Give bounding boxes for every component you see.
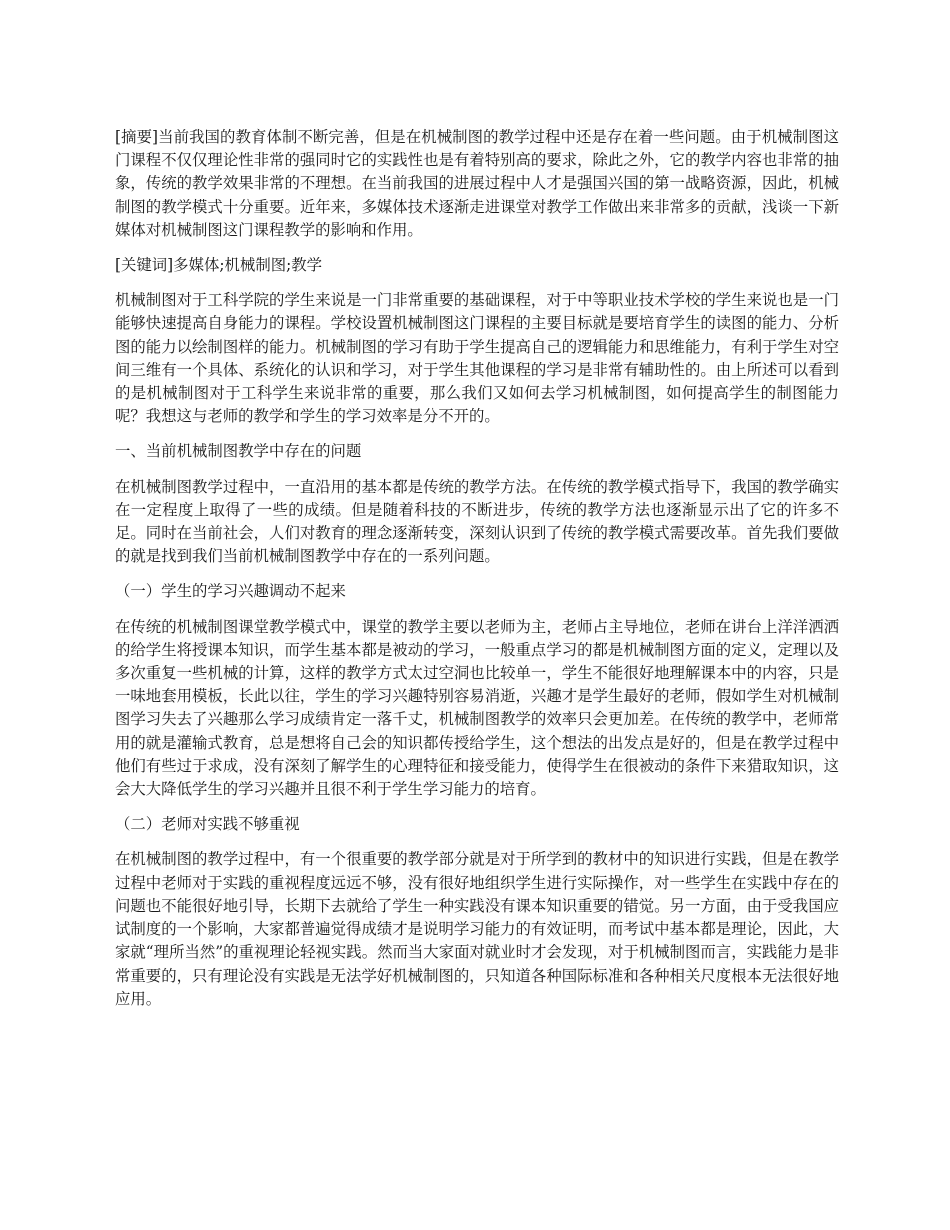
subsection-1-heading: （一）学生的学习兴趣调动不起来 bbox=[115, 582, 346, 601]
keywords-paragraph: [关键词]多媒体;机械制图;教学 bbox=[115, 256, 323, 275]
section-1-heading: 一、当前机械制图教学中存在的问题 bbox=[115, 442, 362, 461]
section-1-paragraph: 在机械制图教学过程中，一直沿用的基本都是传统的教学方法。在传统的教学模式指导下，我国的教学确实在一定程度上取得了一些的成绩。但是随着科技的不断进步，传统的教学方法也逐渐显示出了它的许多不足。同时在当前社会，人们对教育的理念逐渐转变，深刻认识到了传统的教学模式需要改革。首先我们要做的就是找到我们当前机械制图教学中存在的一系列问题。 bbox=[115, 477, 839, 566]
document-body bbox=[115, 126, 839, 1023]
intro-paragraph: 机械制图对于工科学院的学生来说是一门非常重要的基础课程，对于中等职业技术学校的学生来说也是一门能够快速提高自身能力的课程。学校设置机械制图这门课程的主要目标就是要培育学生的读图的能力、分析图的能力以绘制图样的能力。机械制图的学习有助于学生提高自己的逻辑能力和思维能力，有利于学生对空间三维有一个具体、系统化的认识和学习，对于学生其他课程的学习是非常有辅助性的。由上所述可以看到的是机械制图对于工科学生来说非常的重要，那么我们又如何去学习机械制图，如何提高学生的制图能力呢？我想这与老师的教学和学生的学习效率是分不开的。 bbox=[115, 291, 839, 426]
subsection-2-paragraph: 在机械制图的教学过程中，有一个很重要的教学部分就是对于所学到的教材中的知识进行实践，但是在教学过程中老师对于实践的重视程度远远不够，没有很好地组织学生进行实际操作，对一些学生在实践中存在的问题也不能很好地引导，长期下去就给了学生一种实践没有课本知识重要的错觉。另一方面，由于受我国应试制度的一个影响，大家都普遍觉得成绩才是说明学习能力的有效证明，而考试中基本都是理论，因此，大家就“理所当然”的重视理论轻视实践。然而当大家面对就业时才会发现，对于机械制图而言，实践能力是非常重要的，只有理论没有实践是无法学好机械制图的，只知道各种国际标准和各种相关尺度根本无法很好地应用。 bbox=[115, 850, 839, 1008]
subsection-1-paragraph: 在传统的机械制图课堂教学模式中，课堂的教学主要以老师为主，老师占主导地位，老师在讲台上洋洋洒洒的给学生将授课本知识，而学生基本都是被动的学习，一般重点学习的都是机械制图方面的定义，定理以及多次重复一些机械的计算，这样的教学方式太过空洞也比较单一，学生不能很好地理解课本中的内容，只是一味地套用模板，长此以往，学生的学习兴趣特别容易消逝，兴趣才是学生最好的老师，假如学生对机械制图学习失去了兴趣那么学习成绩肯定一落千丈，机械制图教学的效率只会更加差。在传统的教学中，老师常用的就是灌输式教育，总是想将自己会的知识都传授给学生，这个想法的出发点是好的，但是在教学过程中他们有些过于求成，没有深刻了解学生的心理特征和接受能力，使得学生在很被动的条件下来猎取知识，这会大大降低学生的学习兴趣并且很不利于学生学习能力的培育。 bbox=[115, 617, 839, 799]
abstract-paragraph: [摘要]当前我国的教育体制不断完善，但是在机械制图的教学过程中还是存在着一些问题。由于机械制图这门课程不仅仅理论性非常的强同时它的实践性也是有着特别高的要求，除此之外，它的教学内容也非常的抽象，传统的教学效果非常的不理想。在当前我国的进展过程中人才是强国兴国的第一战略资源，因此，机械制图的教学模式十分重要。近年来，多媒体技术逐渐走进课堂对教学工作做出来非常多的贡献，浅谈一下新媒体对机械制图这门课程教学的影响和作用。 bbox=[115, 128, 839, 239]
subsection-2-heading: （二）老师对实践不够重视 bbox=[115, 815, 300, 834]
